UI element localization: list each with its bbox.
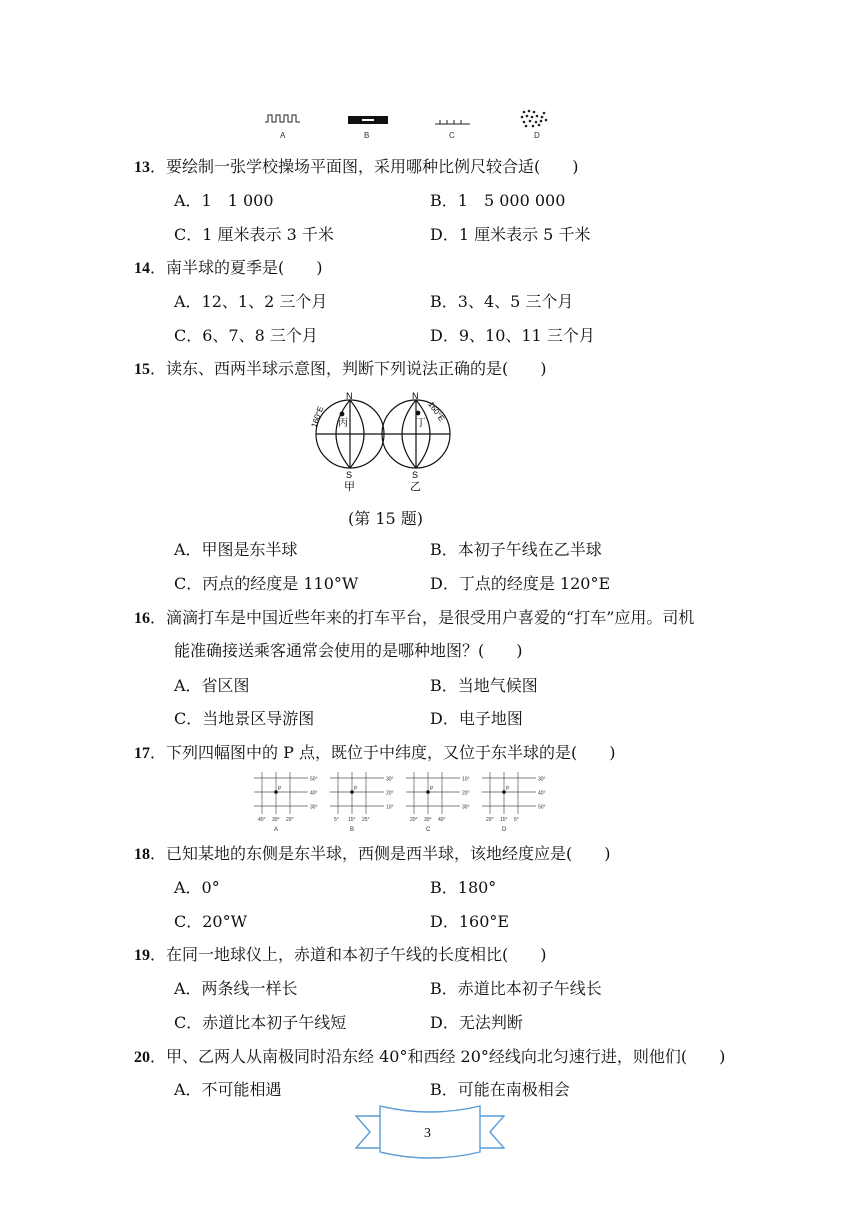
grid-lon-label: 15°: [348, 817, 356, 823]
question-18: [134, 844, 611, 865]
left-s-label: S: [346, 470, 353, 480]
option-18c: C．20°W: [174, 912, 248, 931]
question-dot: ．: [150, 359, 167, 378]
question-dot: ．: [150, 1047, 167, 1066]
question-19: [134, 945, 547, 966]
grid-lat-label: 30°: [538, 776, 546, 783]
option-20b: B．可能在南极相会: [430, 1080, 570, 1099]
grid-lon-label: 40°: [258, 817, 266, 823]
question-number: 19: [134, 947, 150, 964]
question-dot: ．: [150, 844, 167, 863]
option-16c: C．当地景区导游图: [174, 709, 315, 728]
question-16: [134, 608, 694, 629]
question-dot: ．: [150, 258, 167, 277]
grid-figure-svg: [250, 770, 550, 834]
right-name-label: 乙: [410, 481, 421, 493]
grid-lon-label: 5°: [514, 817, 519, 823]
option-19b: B．赤道比本初子午线长: [430, 979, 602, 998]
question-dot: ．: [150, 157, 167, 176]
question-number: 14: [134, 260, 150, 277]
grid-lat-label: 50°: [538, 804, 546, 811]
grid-lon-label: 20°: [486, 817, 494, 823]
question-dot: ．: [150, 945, 167, 964]
option-14b: B．3、4、5 三个月: [430, 292, 574, 311]
hemisphere-svg: [300, 390, 470, 495]
grid-lat-label: 10°: [386, 804, 394, 811]
option-15a: A．甲图是东半球: [174, 540, 298, 559]
grid-panel-a: [254, 772, 318, 833]
option-14d: D．9、10、11 三个月: [430, 326, 595, 345]
option-13a: A．1 1 000: [174, 191, 274, 210]
scale-b-label: B: [364, 131, 370, 140]
left-name-label: 甲: [344, 481, 355, 493]
question-stem: 在同一地球仪上，赤道和本初子午线的长度相比( ): [166, 945, 547, 964]
grid-lat-label: 20°: [462, 790, 470, 797]
question-stem: 要绘制一张学校操场平面图，采用哪种比例尺较合适( ): [166, 157, 579, 176]
point-bing-dot: [340, 412, 345, 417]
point-ding-dot: [416, 411, 421, 416]
right-s-label: S: [412, 470, 419, 480]
left-hemisphere: [316, 400, 384, 468]
option-16b: B．当地气候图: [430, 676, 538, 695]
grid-panel-b: [330, 772, 394, 833]
grid-lon-label: 15°: [500, 817, 508, 823]
question-number: 17: [134, 745, 150, 762]
grid-lat-label: 40°: [310, 790, 318, 797]
grid-lon-label: 5°: [334, 817, 339, 823]
grid-panel-d: [482, 772, 546, 833]
question-number: 13: [134, 159, 150, 176]
grid-lon-label: 30°: [272, 817, 280, 823]
question-number: 15: [134, 361, 150, 378]
grid-lat-label: 30°: [310, 804, 318, 811]
grid-p-label: P: [278, 786, 282, 792]
grid-panel-label: A: [274, 827, 279, 833]
scale-d-label: D: [534, 131, 540, 140]
option-19c: C．赤道比本初子午线短: [174, 1013, 347, 1032]
option-14c: C．6、7、8 三个月: [174, 326, 318, 345]
question-stem: 南半球的夏季是( ): [166, 258, 323, 277]
grid-p-label: P: [430, 786, 434, 792]
grid-lat-label: 50°: [310, 776, 318, 783]
grid-lat-label: 30°: [386, 776, 394, 783]
grid-p-label: P: [506, 786, 510, 792]
page-number: 3: [424, 1126, 431, 1141]
scale-b-inner: [362, 119, 374, 121]
scale-a-label: A: [280, 131, 286, 140]
option-13d: D．1 厘米表示 5 千米: [430, 225, 591, 244]
option-16a: A．省区图: [174, 676, 250, 695]
grid-panel-label: D: [502, 827, 507, 833]
question-stem: 读东、西两半球示意图，判断下列说法正确的是( ): [166, 359, 547, 378]
option-18a: A．0°: [174, 878, 220, 897]
grid-p-label: P: [354, 786, 358, 792]
scale-a-line: [265, 115, 300, 122]
option-19a: A．两条线一样长: [174, 979, 298, 998]
grid-panel-label: C: [426, 827, 431, 833]
hemisphere-figure: [300, 390, 470, 495]
scale-d-dots: [521, 110, 548, 128]
scale-figure: [250, 104, 570, 144]
grid-lat-label: 30°: [462, 804, 470, 811]
question-15: [134, 359, 547, 380]
option-13b: B．1 5 000 000: [430, 191, 566, 210]
question-stem: 已知某地的东侧是东半球，西侧是西半球，该地经度应是( ): [166, 844, 611, 863]
figure-15-caption: (第 15 题): [348, 509, 424, 528]
question-dot: ．: [150, 608, 167, 627]
question-16-stem-line2: 能准确接送乘客通常会使用的是哪种地图？( ): [174, 641, 523, 660]
question-dot: ．: [150, 743, 167, 762]
grid-lat-label: 10°: [462, 776, 470, 783]
question-stem: 下列四幅图中的 P 点，既位于中纬度，又位于东半球的是( ): [166, 743, 616, 762]
option-20a: A．不可能相遇: [174, 1080, 282, 1099]
question-number: 16: [134, 610, 150, 627]
page-number-ribbon: [352, 1102, 508, 1164]
question-number: 18: [134, 846, 150, 863]
grid-lat-label: 20°: [386, 790, 394, 797]
right-n-label: N: [412, 391, 419, 401]
option-14a: A．12、1、2 三个月: [174, 292, 328, 311]
question-number: 20: [134, 1049, 150, 1066]
grid-figure-17: [250, 770, 550, 834]
question-20: [134, 1047, 725, 1068]
option-18d: D．160°E: [430, 912, 510, 931]
scale-figure-svg: [250, 104, 570, 144]
grid-lon-label: 40°: [438, 817, 446, 823]
question-13: [134, 157, 579, 178]
grid-lon-label: 25°: [362, 817, 370, 823]
grid-lon-label: 20°: [410, 817, 418, 823]
option-16d: D．电子地图: [430, 709, 523, 728]
option-15d: D．丁点的经度是 120°E: [430, 574, 611, 593]
question-17: [134, 743, 615, 764]
right-lon-label: 160°E: [426, 399, 447, 424]
option-19d: D．无法判断: [430, 1013, 523, 1032]
grid-panel-label: B: [350, 827, 355, 833]
scale-c-label: C: [449, 131, 455, 140]
option-15b: B．本初子午线在乙半球: [430, 540, 602, 559]
grid-lon-label: 20°: [286, 817, 294, 823]
point-bing-label: 丙: [338, 418, 348, 429]
grid-lon-label: 30°: [424, 817, 432, 823]
option-15c: C．丙点的经度是 110°W: [174, 574, 359, 593]
grid-lat-label: 40°: [538, 790, 546, 797]
point-ding-label: 丁: [416, 418, 426, 429]
question-stem: 甲、乙两人从南极同时沿东经 40°和西经 20°经线向北匀速行进，则他们( ): [166, 1047, 726, 1066]
option-18b: B．180°: [430, 878, 497, 897]
question-stem: 滴滴打车是中国近些年来的打车平台，是很受用户喜爱的“打车”应用。司机: [166, 608, 695, 627]
left-n-label: N: [346, 391, 353, 401]
grid-panel-c: [406, 772, 470, 833]
left-lon-label: 160°E: [309, 405, 326, 429]
option-13c: C．1 厘米表示 3 千米: [174, 225, 334, 244]
question-14: [134, 258, 323, 279]
